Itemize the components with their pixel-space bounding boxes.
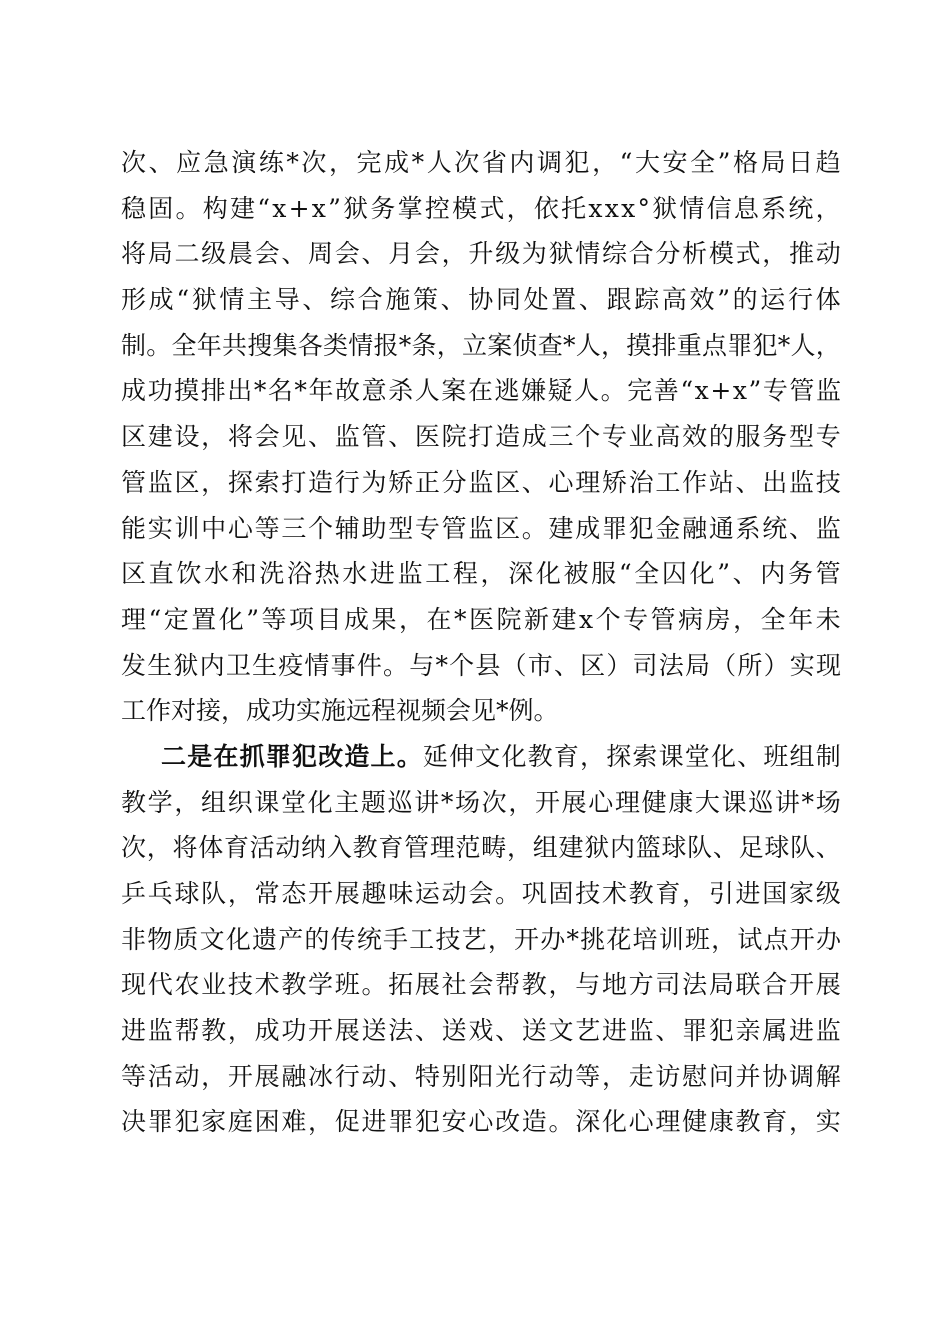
- text-line: 教 学 ， 组 织 课 堂 化 主 题 巡 讲 * 场 次 ， 开 展 心 理 健 康 大 课 巡 讲 * 场: [121, 787, 841, 817]
- text-line: 现 代 农 业 技 术 教 学 班 。 拓 展 社 会 帮 教 ， 与 地 方 司 法 局 联 合 开 展: [121, 970, 841, 1000]
- text-line: 稳 固 。 构 建 “ x + x ” 狱 务 掌 控 模 式 ， 依 托 x x x ° 狱 情 信 息 系 统 ，: [121, 193, 841, 223]
- text-line: 区 建 设 ， 将 会 见 、 监 管 、 医 院 打 造 成 三 个 专 业 高 效 的 服 务 型 专: [121, 422, 841, 452]
- text-line: 理 “ 定 置 化 ” 等 项 目 成 果 ， 在 * 医 院 新 建 x 个 专 管 病 房 ， 全 年 未: [121, 604, 841, 634]
- text-line: 非 物 质 文 化 遗 产 的 传 统 手 工 技 艺 ， 开 办 * 挑 花 培 训 班 ， 试 点 开 办: [121, 924, 841, 954]
- text-line: 乒 乓 球 队 ， 常 态 开 展 趣 味 运 动 会 。 巩 固 技 术 教 育 ， 引 进 国 家 级: [121, 879, 841, 908]
- text-line: 工作对接，成功实施远程视频会见*例。: [121, 696, 559, 726]
- text-line: 能 实 训 中 心 等 三 个 辅 助 型 专 管 监 区 。 建 成 罪 犯 金 融 通 系 统 、 监: [121, 513, 841, 543]
- text-line: 形 成 “ 狱 情 主 导 、 综 合 施 策 、 协 同 处 置 、 跟 踪 高 效 ” 的 运 行 体: [121, 285, 841, 315]
- paragraph-first-line: 二 是 在 抓 罪 犯 改 造 上 。 延 伸 文 化 教 育 ， 探 索 课 堂 化 、 班 组 制: [161, 741, 841, 771]
- body-text: [121, 140, 841, 1145]
- text-line: 管 监 区 ， 探 索 打 造 行 为 矫 正 分 监 区 、 心 理 矫 治 工 作 站 、 出 监 技: [121, 467, 841, 497]
- text-line: 区 直 饮 水 和 洗 浴 热 水 进 监 工 程 ， 深 化 被 服 “ 全 囚 化 ” 、 内 务 管: [121, 559, 841, 589]
- text-line: 决 罪 犯 家 庭 困 难 ， 促 进 罪 犯 安 心 改 造 。 深 化 心 理 健 康 教 育 ， 实: [121, 1107, 841, 1137]
- text-line: 次 、 应 急 演 练 * 次 ， 完 成 * 人 次 省 内 调 犯 ， “ 大 安 全 ” 格 局 日 趋: [121, 148, 841, 177]
- text-line: 将 局 二 级 晨 会 、 周 会 、 月 会 ， 升 级 为 狱 情 综 合 分 析 模 式 ， 推 动: [121, 239, 841, 269]
- text-line: 发 生 狱 内 卫 生 疫 情 事 件 。 与 * 个 县 （ 市 、 区 ） 司 法 局 （ 所 ） 实 现: [121, 650, 841, 680]
- text-line: 成 功 摸 排 出 * 名 * 年 故 意 杀 人 案 在 逃 嫌 疑 人 。 完 善 “ x + x ” 专 管 监: [121, 376, 841, 406]
- text-line: 制 。 全 年 共 搜 集 各 类 情 报 * 条 ， 立 案 侦 查 * 人 ， 摸 排 重 点 罪 犯 * 人 ，: [121, 330, 841, 360]
- text-line: 进 监 帮 教 ， 成 功 开 展 送 法 、 送 戏 、 送 文 艺 进 监 、 罪 犯 亲 属 进 监: [121, 1016, 841, 1046]
- text-line: 等 活 动 ， 开 展 融 冰 行 动 、 特 别 阳 光 行 动 等 ， 走 访 慰 问 并 协 调 解: [121, 1061, 841, 1091]
- text-line: 次 ， 将 体 育 活 动 纳 入 教 育 管 理 范 畴 ， 组 建 狱 内 篮 球 队 、 足 球 队 、: [121, 833, 841, 863]
